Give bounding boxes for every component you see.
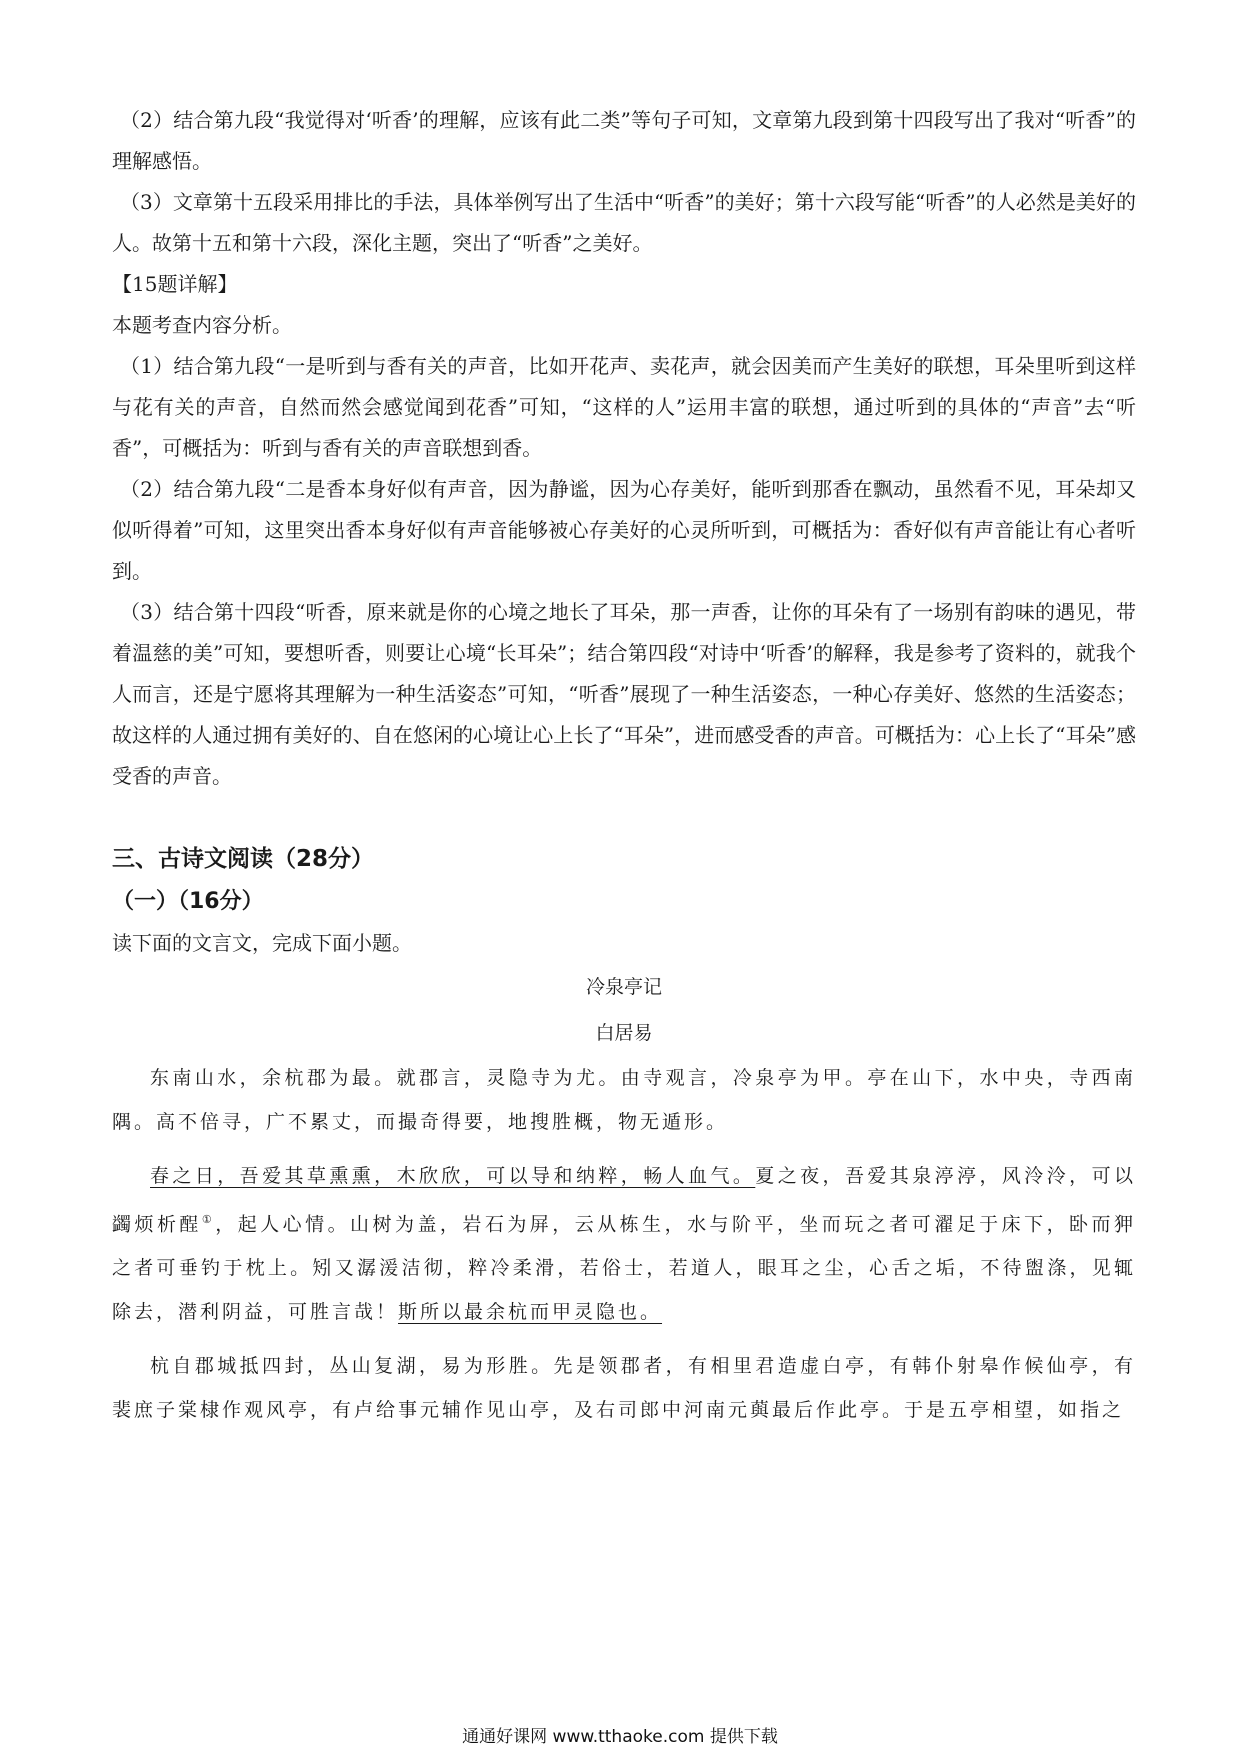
question-15-point-3: （3）结合第十四段“听香，原来就是你的心境之地长了耳朵，那一声香，让你的耳朵有了一场别有韵味的遇见，带着温慈的美”可知，要想听香，则要让心境“长耳朵”；结合第四段“对诗中‘听香’的解释，我是参考了资料的，就我个人而言，还是宁愿将其理解为一种生活姿态”可知，“听香”展现了一种生活姿态，一种心存美好、悠然的生活姿态；故这样的人通过拥有美好的、自在悠闲的心境让心上长了“耳朵”，进而感受香的声音。可概括为：心上长了“耳朵”感受香的声音。 <box>112 600 1136 788</box>
question-15-heading: 【15题详解】 <box>112 272 238 296</box>
classical-paragraph-2 <box>112 1154 1136 1334</box>
analysis-point-2: （2）结合第九段“我觉得对‘听香’的理解，应该有此二类”等句子可知，文章第九段到第十四段写出了我对“听香”的理解感悟。 <box>112 108 1136 173</box>
reading-instruction: 读下面的文言文，完成下面小题。 <box>112 931 412 955</box>
classical-text-author: 白居易 <box>595 1022 653 1044</box>
classical-text-title: 冷泉亭记 <box>585 976 662 998</box>
question-15-intro: 本题考查内容分析。 <box>112 313 292 337</box>
paragraph-2-text-a: 夏之夜，吾爱其泉渟渟，风泠泠，可以蠲烦析酲 <box>112 1165 1136 1236</box>
page-footer: 通通好课网 www.tthaoke.com 提供下载 <box>462 1727 778 1747</box>
question-15-point-1: （1）结合第九段“一是听到与香有关的声音，比如开花声、卖花声，就会因美而产生美好的联想，耳朵里听到这样与花有关的声音，自然而然会感觉闻到花香”可知，“这样的人”运用丰富的联想，通过听到的具体的“声音”去“听香”，可概括为：听到与香有关的声音联想到香。 <box>112 354 1136 460</box>
page-content <box>112 100 1136 1432</box>
classical-paragraph-1: 东南山水，余杭郡为最。就郡言，灵隐寺为尤。由寺观言，冷泉亭为甲。亭在山下，水中央，寺西南隅。高不倍寻，广不累丈，而撮奇得要，地搜胜概，物无遁形。 <box>112 1067 1136 1133</box>
paragraph-2-text-b: ，起人心情。山树为盖，岩石为屏，云从栋生，水与阶平，坐而玩之者可濯足于床下，卧而狎之者可垂钓于枕上。矧又潺湲洁彻，粹冷柔滑，若俗士，若道人，眼耳之尘，心舌之垢，不待盥涤，见辄除去，潜利阴益，可胜言哉！ <box>112 1213 1136 1324</box>
section-title: 三、古诗文阅读（28分） <box>112 846 375 872</box>
underlined-sentence-b: 斯所以最余杭而甲灵隐也。 <box>398 1301 663 1324</box>
footnote-marker: ① <box>201 1213 216 1226</box>
question-15-point-2: （2）结合第九段“二是香本身好似有声音，因为静谧，因为心存美好，能听到那香在飘动，虽然看不见，耳朵却又似听得着”可知，这里突出香本身好似有声音能够被心存美好的心灵所听到，可概括为：香好似有声音能让有心者听到。 <box>112 477 1136 583</box>
classical-paragraph-3: 杭自郡城抵四封，丛山复湖，易为形胜。先是领郡者，有相里君造虚白亭，有韩仆射皋作候仙亭，有裴庶子棠棣作观风亭，有卢给事元辅作见山亭，及右司郎中河南元藇最后作此亭。于是五亭相望，如指之 <box>112 1355 1136 1422</box>
analysis-point-3: （3）文章第十五段采用排比的手法，具体举例写出了生活中“听香”的美好；第十六段写能“听香”的人必然是美好的人。故第十五和第十六段，深化主题，突出了“听香”之美好。 <box>112 190 1136 255</box>
sub-section-title: （一）（16分） <box>112 889 264 914</box>
underlined-sentence-a: 春之日，吾爱其草熏熏，木欣欣，可以导和纳粹，畅人血气。 <box>150 1165 756 1187</box>
